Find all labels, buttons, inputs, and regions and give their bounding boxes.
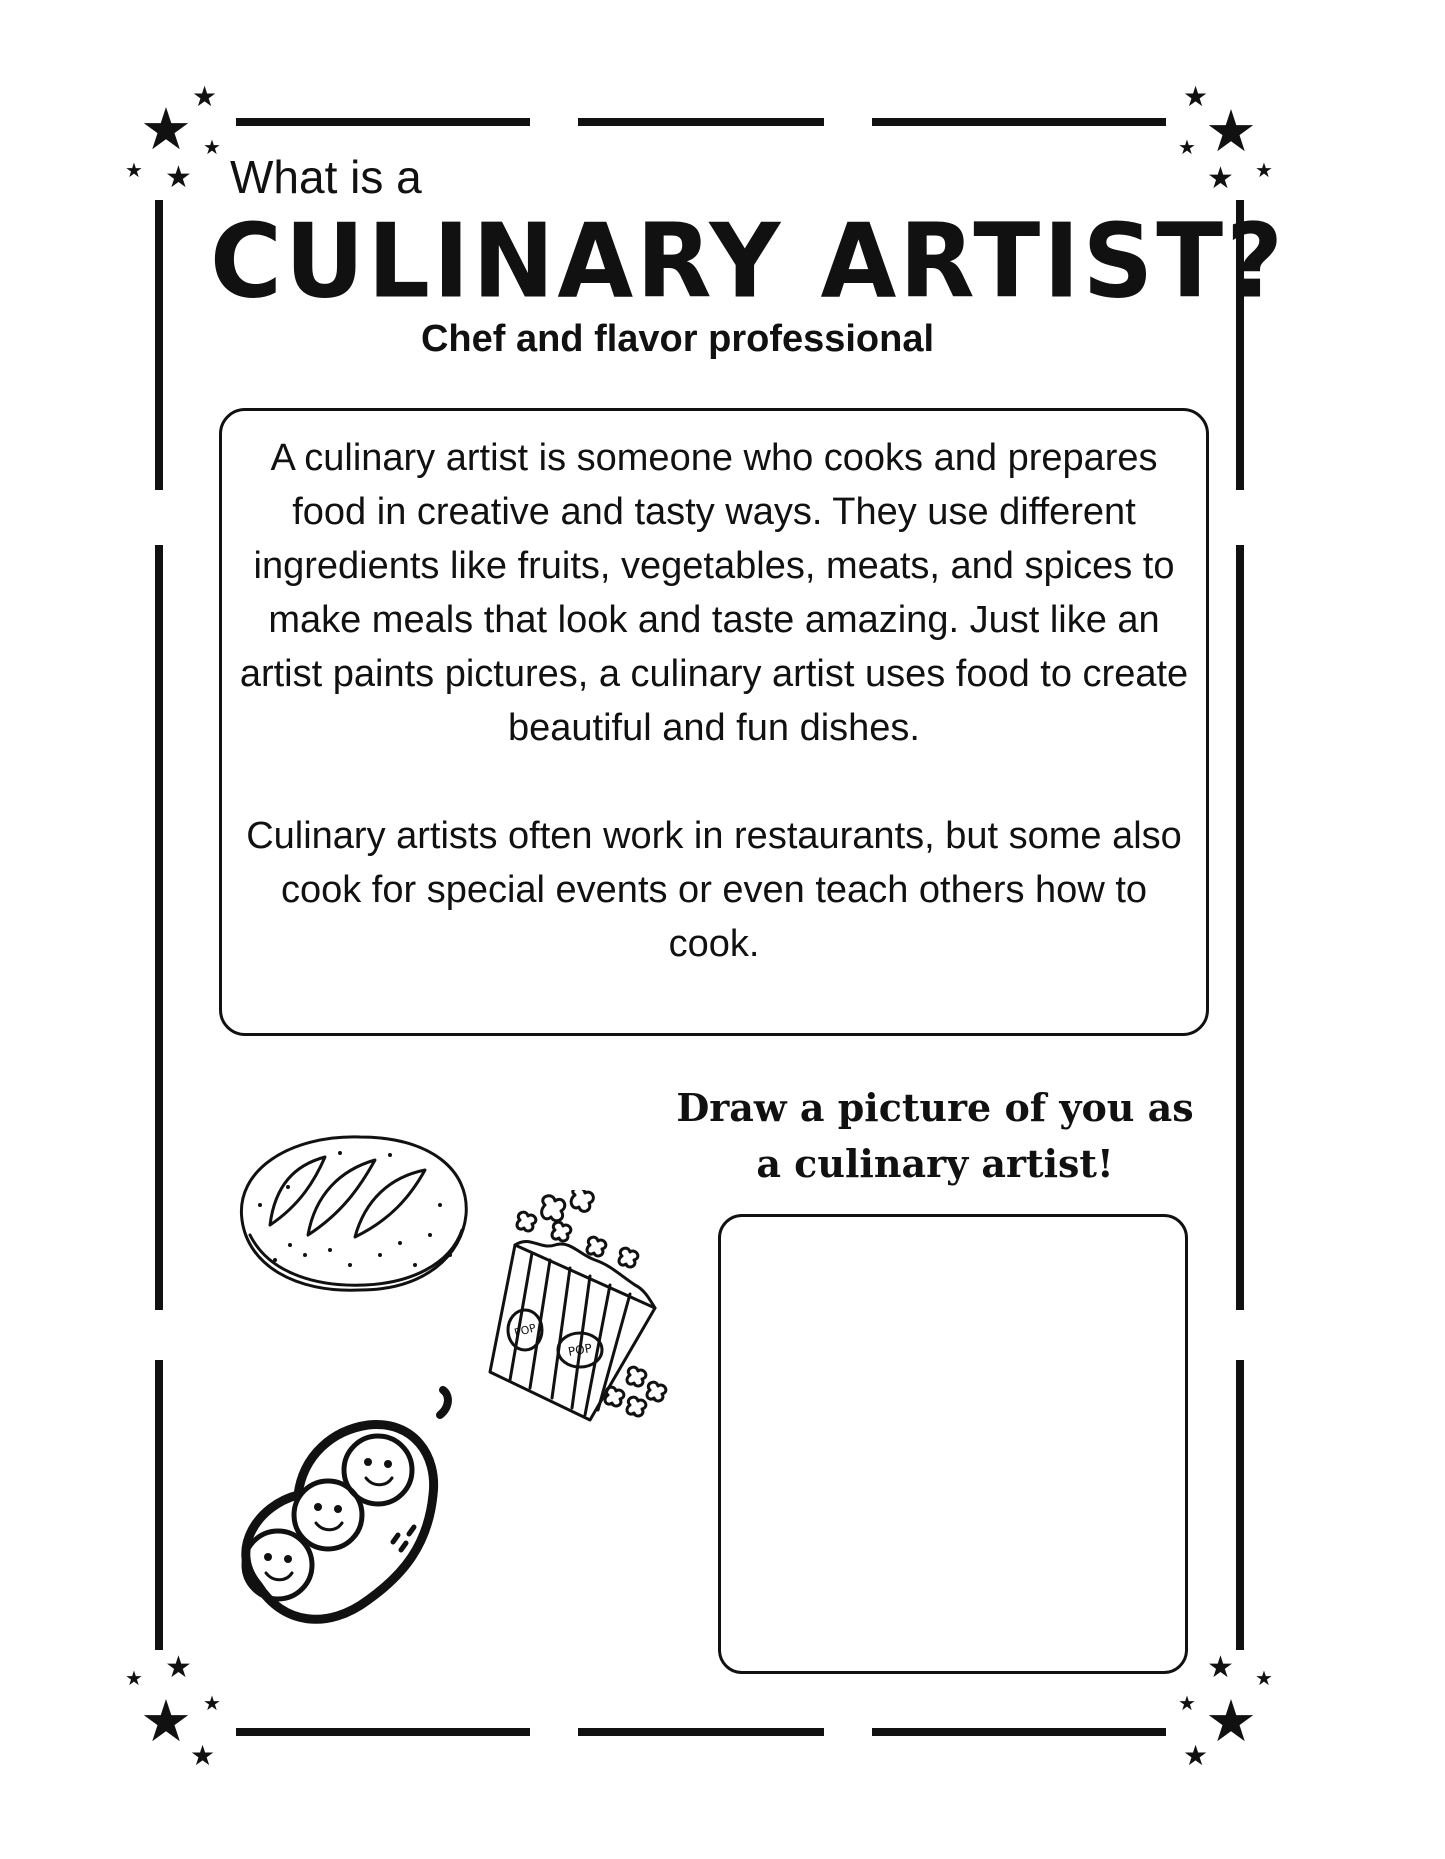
border-bottom-center xyxy=(578,1728,824,1736)
star-icon: ★ xyxy=(1255,1666,1273,1690)
star-icon: ★ xyxy=(140,95,192,163)
star-icon: ★ xyxy=(1178,135,1196,159)
border-right-bottom xyxy=(1236,1360,1244,1650)
page-title: CULINARY ARTIST? xyxy=(210,202,1286,322)
border-bottom-right xyxy=(872,1728,1166,1736)
border-right-middle xyxy=(1236,545,1244,1310)
star-icon: ★ xyxy=(165,160,192,195)
star-icon: ★ xyxy=(1207,1650,1234,1685)
star-icon: ★ xyxy=(1205,1687,1257,1755)
drawing-prompt: Draw a picture of you as a culinary artist! xyxy=(676,1085,1194,1186)
description-box xyxy=(219,408,1209,1036)
popcorn-label-2: POP xyxy=(567,1341,593,1359)
star-icon: ★ xyxy=(190,1739,216,1772)
star-icon: ★ xyxy=(140,1687,192,1755)
border-top-left xyxy=(236,118,530,126)
border-left-bottom xyxy=(155,1360,163,1650)
description-paragraph-1: A culinary artist is someone who cooks and prepares food in creative and tasty ways. They use different ingredients like fruits, vegetables, meats, and spices to make meals that look and taste amazing. Just like an artist paints pictures, a culinary artist uses food to create beautiful and fun dishes. xyxy=(239,437,1189,749)
star-icon: ★ xyxy=(1178,1691,1196,1715)
subtitle-text: Chef and flavor professional xyxy=(420,318,935,360)
star-icon: ★ xyxy=(203,135,221,159)
star-icon: ★ xyxy=(1205,97,1257,165)
drawing-area[interactable] xyxy=(718,1214,1188,1674)
star-icon: ★ xyxy=(1207,161,1234,196)
popcorn-label-1: POP xyxy=(512,1321,538,1340)
star-icon: ★ xyxy=(1255,158,1273,182)
border-top-center xyxy=(578,118,824,126)
star-icon: ★ xyxy=(203,1691,221,1715)
star-icon: ★ xyxy=(192,80,218,113)
star-icon: ★ xyxy=(1183,1739,1209,1772)
border-bottom-left xyxy=(236,1728,530,1736)
title-eyebrow: What is a xyxy=(230,151,422,203)
star-icon: ★ xyxy=(125,158,143,182)
star-icon: ★ xyxy=(125,1666,143,1690)
star-icon: ★ xyxy=(165,1650,192,1685)
star-icon: ★ xyxy=(1183,80,1209,113)
border-left-middle xyxy=(155,545,163,1310)
bread-illustration xyxy=(230,1125,480,1300)
peapod-illustration xyxy=(228,1385,478,1655)
popcorn-illustration xyxy=(480,1190,670,1425)
page-subtitle xyxy=(0,318,1445,361)
border-top-right xyxy=(872,118,1166,126)
description-paragraph-2: Culinary artists often work in restaurants, but some also cook for special events or even teach others how to cook. xyxy=(246,815,1182,965)
